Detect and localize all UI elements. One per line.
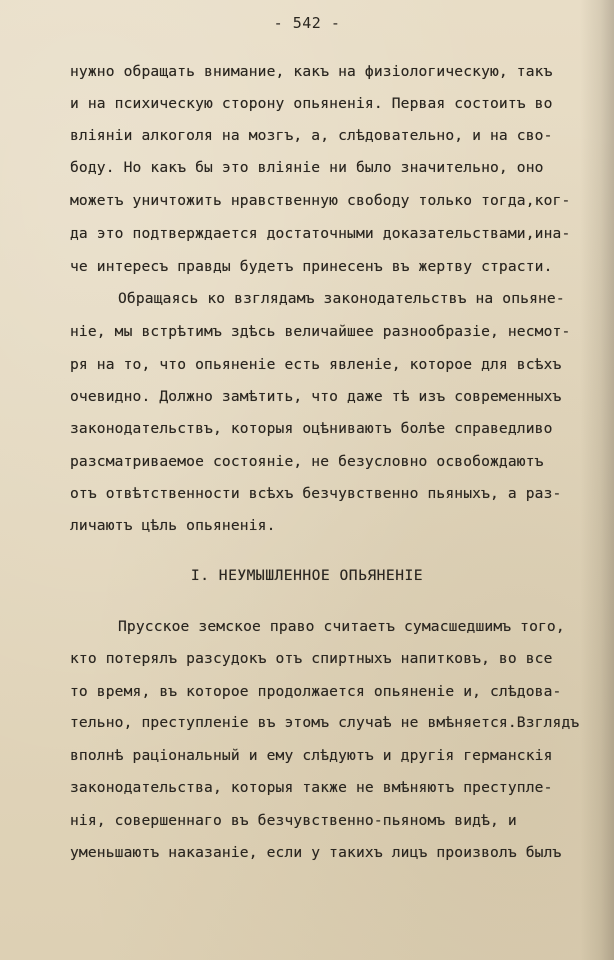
text-line: уменьшаютъ наказанiе, если у такихъ лицъ произволъ былъ <box>70 844 562 861</box>
text-line: личаютъ цѣль опьяненiя. <box>70 517 276 534</box>
text-line: да это подтверждается достаточными доказательствами,ина- <box>70 225 571 242</box>
text-line: кто потерялъ разсудокъ отъ спиртныхъ напитковъ, во все <box>70 650 553 667</box>
text-line: нiя, совершеннаго въ безчувственно-пьяномъ видѣ, и <box>70 812 517 829</box>
text-line: ря на то, что опьяненiе есть явленiе, которое для всѣхъ <box>70 356 562 373</box>
text-line: и на психическую сторону опьяненiя. Первая состоитъ во <box>70 95 553 112</box>
text-line: боду. Но какъ бы это влiянiе ни было значительно, оно <box>70 159 544 176</box>
text-line: очевидно. Должно замѣтить, что даже тѣ изъ современныхъ <box>70 388 562 405</box>
text-line: законодательствъ, которыя оцѣниваютъ болѣе справедливо <box>70 420 553 437</box>
text-line: вполнѣ рацiональный и ему слѣдуютъ и другiя германскiя <box>70 747 553 764</box>
text-line: нiе, мы встрѣтимъ здѣсь величайшее разнообразiе, несмот- <box>70 323 571 340</box>
text-line: нужно обращать внимание, какъ на физiологическую, такъ <box>70 63 553 80</box>
text-line: Обращаясь ко взглядамъ законодательствъ на опьяне- <box>118 290 565 307</box>
section-heading: I. НЕУМЫШЛЕННОЕ ОПЬЯНЕНIЕ <box>190 567 424 584</box>
text-line: Прусское земское право считаетъ сумасшедшимъ того, <box>118 618 565 635</box>
text-line: то время, въ которое продолжается опьяненiе и, слѣдова- <box>70 683 562 700</box>
text-line: законодательства, которыя также не вмѣняютъ преступле- <box>70 779 553 796</box>
text-line: разсматриваемое состоянiе, не безусловно освобождаютъ <box>70 453 544 470</box>
text-line: отъ отвѣтственности всѣхъ безчувственно пьяныхъ, а раз- <box>70 485 562 502</box>
text-line: че интересъ правды будетъ принесенъ въ жертву страсти. <box>70 258 553 275</box>
text-line: тельно, преступленiе въ этомъ случаѣ не вмѣняется.Взглядъ <box>70 714 580 731</box>
page-number: - 542 - <box>273 14 341 32</box>
text-line: влiянiи алкоголя на мозгъ, а, слѣдовательно, и на сво- <box>70 127 553 144</box>
text-line: можетъ уничтожить нравственную свободу только тогда,ког- <box>70 192 571 209</box>
